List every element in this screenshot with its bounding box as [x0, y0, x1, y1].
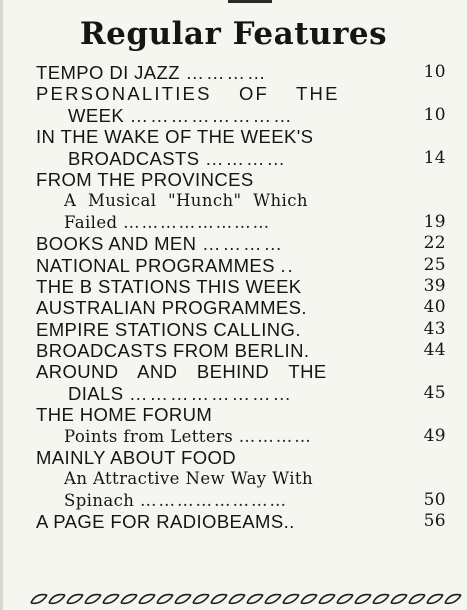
- entry-title: MAINLY ABOUT FOOD: [36, 447, 237, 469]
- entry-title: BROADCASTS: [68, 147, 200, 169]
- leader-dots: …………: [205, 147, 288, 169]
- entry-title: PERSONALITIES OF THE: [36, 83, 340, 105]
- entry-title: AROUND AND BEHIND THE: [36, 361, 327, 383]
- leader-dots: …………: [185, 62, 268, 83]
- entry-radiobeams: [36, 511, 446, 532]
- entry-mainly-about-food: [36, 447, 446, 468]
- entry-title: A PAGE FOR RADIOBEAMS..: [36, 511, 295, 533]
- page-edge: [0, 0, 3, 610]
- entry-provinces: [36, 169, 446, 190]
- entry-provinces-sub-line1: [36, 190, 446, 211]
- entry-tempo-di-jazz: [36, 62, 446, 83]
- page-number: 40: [423, 297, 446, 318]
- page-number: 39: [423, 275, 446, 296]
- entry-empire-stations: [36, 319, 446, 340]
- leader-dots: …………: [238, 426, 313, 446]
- page-title: Regular Features: [79, 16, 388, 52]
- page-number: 10: [423, 104, 446, 125]
- entry-title: FROM THE PROVINCES: [36, 168, 254, 190]
- leader-dots: ..: [280, 254, 295, 276]
- decorative-border: [30, 592, 462, 606]
- entry-national-programmes: [36, 255, 446, 276]
- entry-title: BROADCASTS FROM BERLIN.: [36, 340, 310, 362]
- entry-books-and-men: [36, 233, 446, 254]
- leader-dots: …………: [201, 233, 284, 255]
- page-number: 50: [423, 489, 446, 510]
- entry-wake-line2: [36, 148, 446, 169]
- page-number: 56: [423, 511, 446, 532]
- entry-broadcasts-berlin: [36, 340, 446, 361]
- entry-title: NATIONAL PROGRAMMES: [36, 254, 275, 276]
- entry-australian-programmes: [36, 297, 446, 318]
- entry-title: WEEK: [68, 104, 125, 126]
- entry-title: THE B STATIONS THIS WEEK: [36, 275, 302, 297]
- entry-title: TEMPO DI JAZZ: [36, 62, 180, 83]
- entry-title: EMPIRE STATIONS CALLING.: [36, 318, 301, 340]
- entry-food-sub-line2: [36, 490, 446, 511]
- top-rule: [228, 0, 272, 3]
- entry-subtitle: Points from Letters: [64, 426, 234, 446]
- entry-b-stations: [36, 276, 446, 297]
- entry-subtitle: An Attractive New Way With: [64, 469, 313, 489]
- page-number: 25: [423, 254, 446, 275]
- page-number: 22: [423, 233, 446, 254]
- leader-dots: ……………………: [123, 212, 272, 232]
- entry-food-sub-line1: [36, 468, 446, 489]
- entry-title: IN THE WAKE OF THE WEEK'S: [36, 126, 314, 148]
- entry-subtitle: Failed: [64, 212, 118, 232]
- entry-title: DIALS: [68, 382, 124, 404]
- entry-provinces-sub-line2: [36, 212, 446, 233]
- entry-wake-line1: [36, 126, 446, 147]
- entry-title: THE HOME FORUM: [36, 404, 213, 426]
- entry-personalities-line1: [36, 83, 398, 104]
- page-number: 19: [423, 211, 446, 232]
- entry-title: AUSTRALIAN PROGRAMMES.: [36, 297, 307, 319]
- leader-dots: ……………………: [129, 104, 294, 126]
- leader-dots: ……………………: [139, 490, 288, 510]
- page-number: 44: [423, 340, 446, 361]
- entry-subtitle: Spinach: [64, 490, 135, 510]
- entry-title: BOOKS AND MEN: [36, 233, 197, 255]
- leader-dots: ……………………: [129, 382, 294, 404]
- page-number: 49: [423, 425, 446, 446]
- entry-home-forum-sub: [36, 426, 446, 447]
- page-number: 14: [423, 147, 446, 168]
- page-number: 43: [423, 318, 446, 339]
- page-number: 45: [423, 382, 446, 403]
- entry-home-forum: [36, 404, 446, 425]
- entry-personalities-line2: [36, 105, 446, 126]
- entry-subtitle: A Musical "Hunch" Which: [64, 191, 308, 211]
- contents-list: [36, 62, 446, 533]
- entry-around-dials-line1: [36, 361, 394, 382]
- entry-around-dials-line2: [36, 383, 446, 404]
- page-number: 10: [423, 62, 446, 82]
